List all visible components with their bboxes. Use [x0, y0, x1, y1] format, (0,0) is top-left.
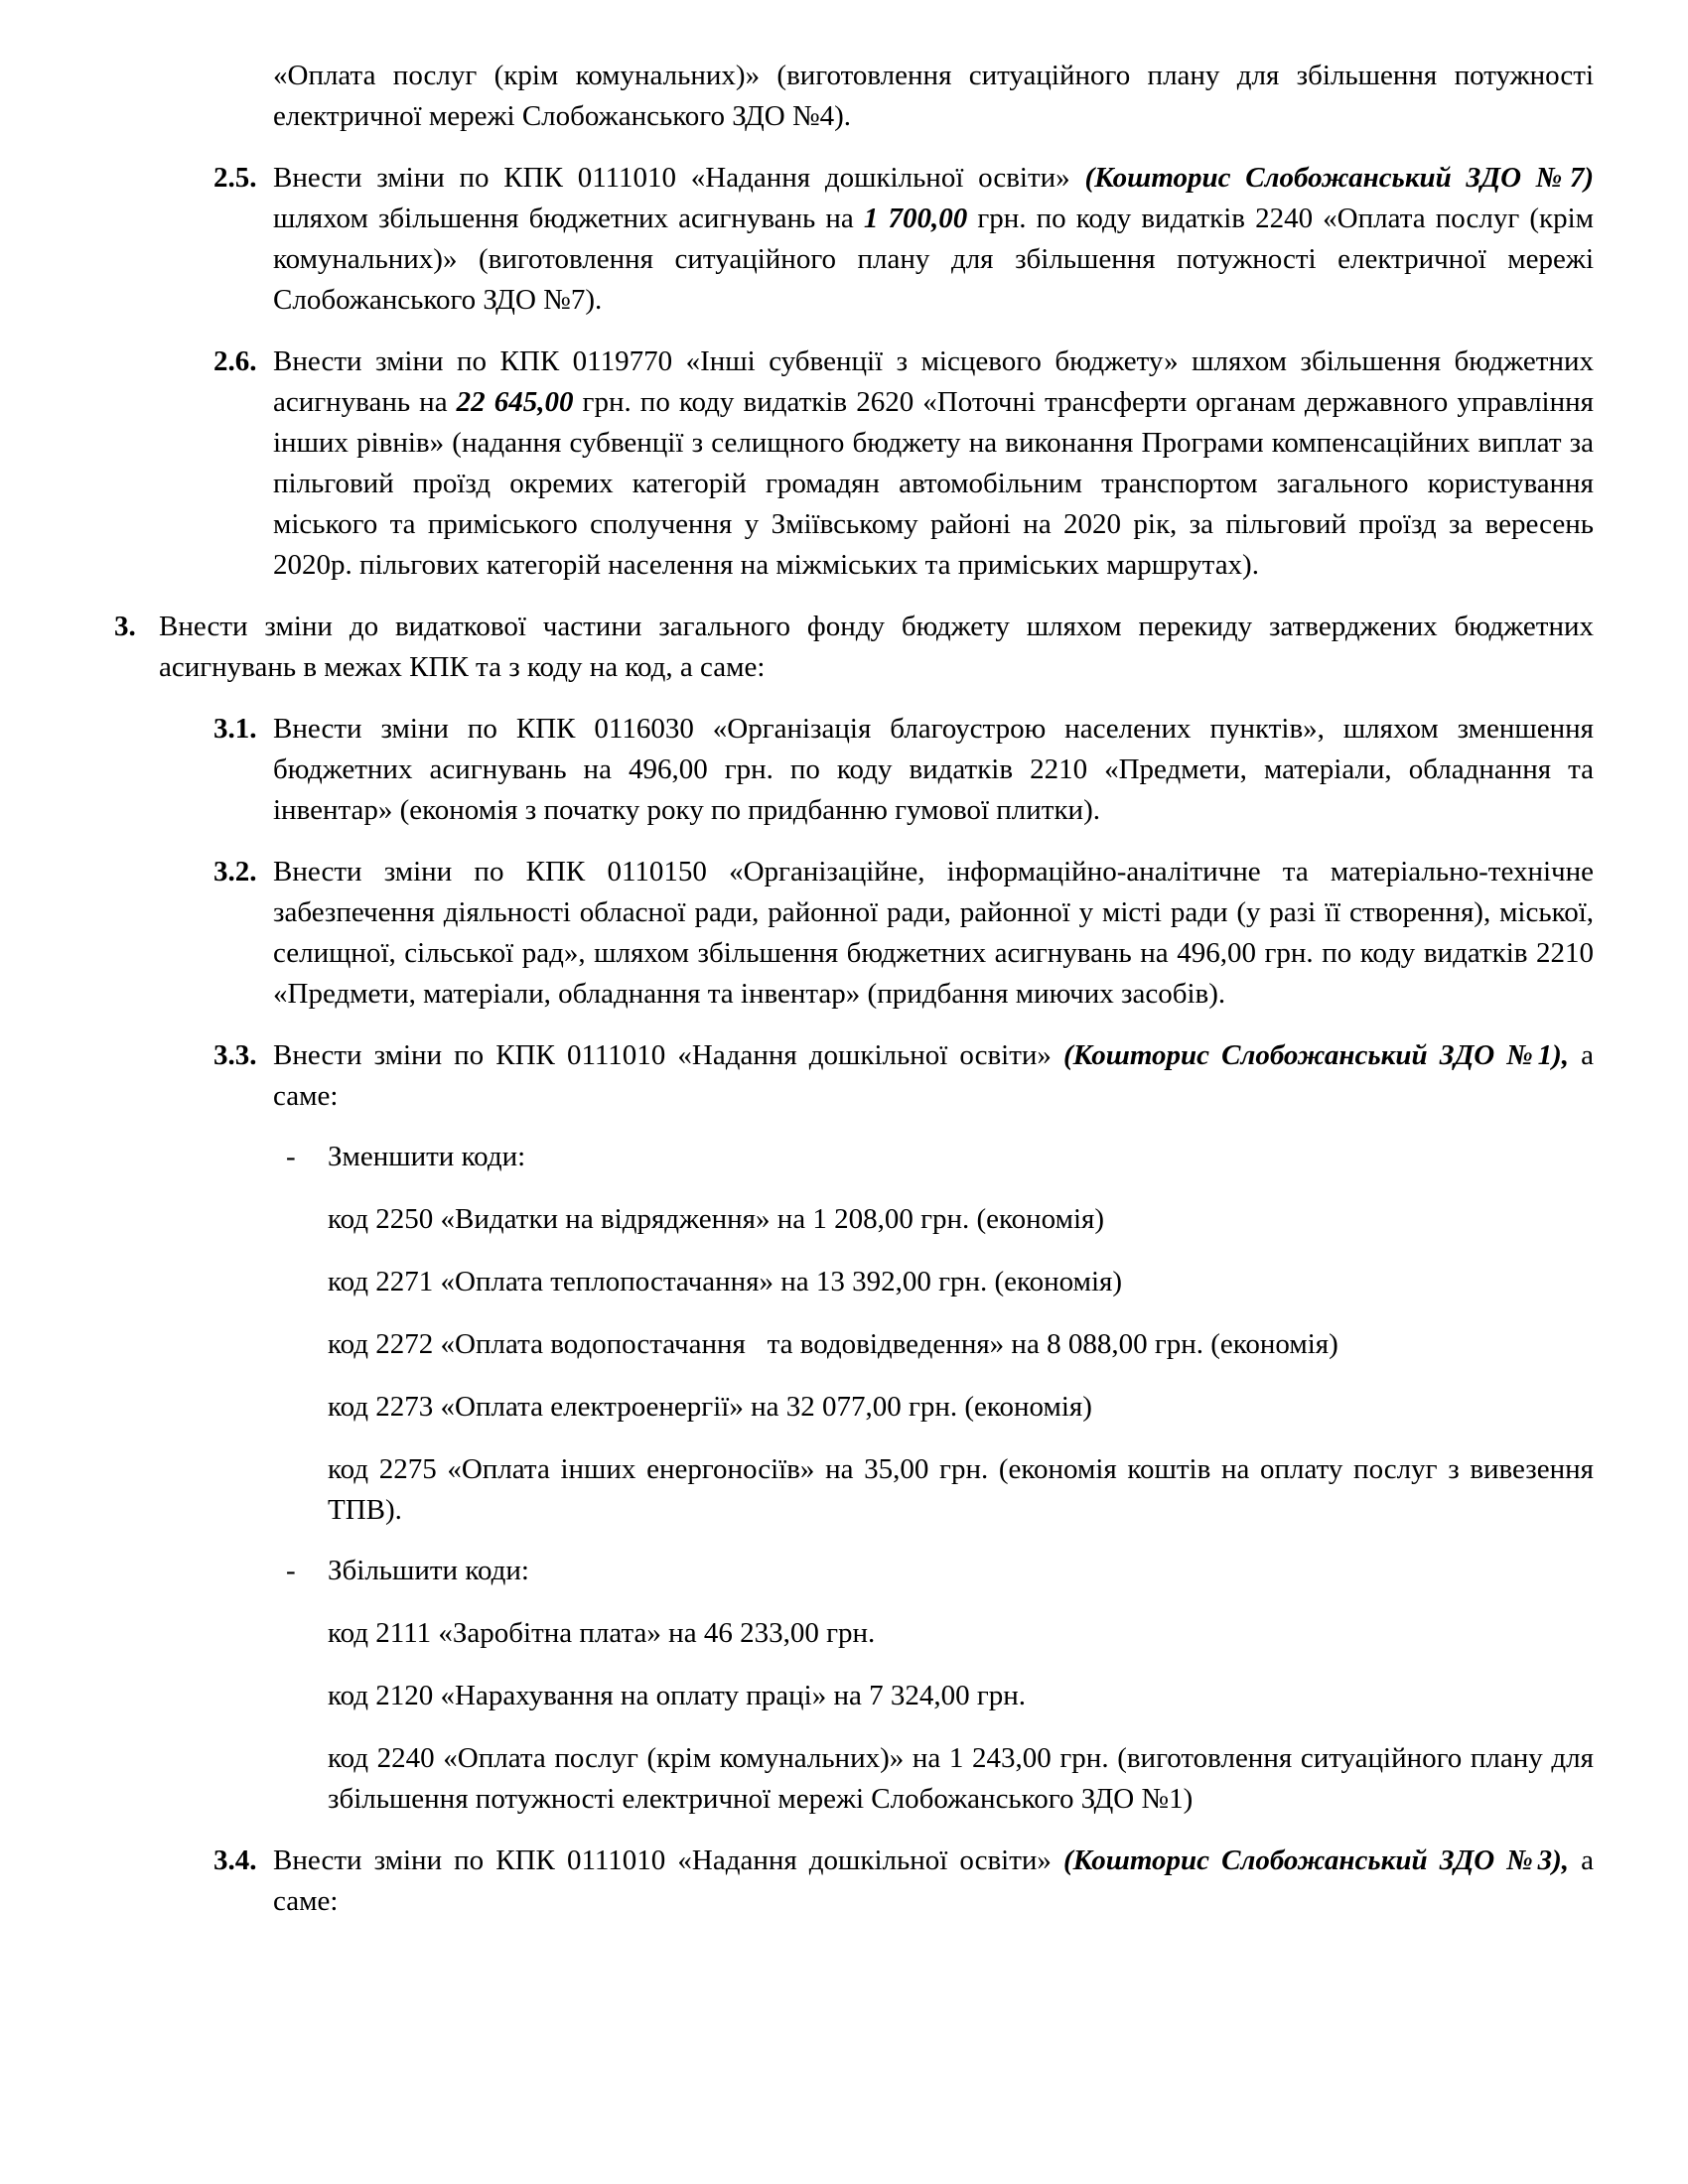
dash-bullet: -: [286, 1555, 296, 1586]
code-line: код 2271 «Оплата теплопостачання» на 13 392,00 грн. (економія): [328, 1266, 1123, 1297]
text-run: Внести зміни по КПК 0119770 «Інші субвенції з місцевого бюджету» шляхом збільшення бюджетних асигнувань на: [273, 345, 1594, 418]
item-text: [273, 341, 1594, 586]
item-number: 2.5.: [213, 162, 257, 194]
decrease-heading: [159, 1137, 1594, 1177]
item-number: 3.3.: [213, 1039, 257, 1071]
estimate-name: (Кошторис Слобожанський ЗДО №7): [1084, 162, 1594, 194]
continuation-text: «Оплата послуг (крім комунальних)» (виготовлення ситуаційного плану для збільшення потужності електричної мережі Слобожанського ЗДО №4).: [273, 60, 1594, 132]
item-number: 3.4.: [213, 1844, 257, 1876]
code-line: код 2275 «Оплата інших енергоносіїв» на 35,00 грн. (економія коштів на оплату послуг з вивезення ТПВ).: [328, 1453, 1594, 1526]
item-text: Внести зміни по КПК 0116030 «Організація благоустрою населених пунктів», шляхом зменшення бюджетних асигнувань на 496,00 грн. по коду видатків 2210 «Предмети, матеріали, обладнання та інвентар» (економія з початку року по придбанню гумової плитки).: [273, 713, 1594, 826]
item-number: 2.6.: [213, 345, 257, 377]
code-line: код 2240 «Оплата послуг (крім комунальних)» на 1 243,00 грн. (виготовлення ситуаційного плану для збільшення потужності електричної мережі Слобожанського ЗДО №1): [328, 1742, 1594, 1815]
estimate-name: (Кошторис Слобожанський ЗДО №1),: [1062, 1039, 1570, 1071]
text-run: шляхом збільшення бюджетних асигнувань на: [273, 203, 864, 234]
text-run: грн. по коду видатків 2620 «Поточні трансферти органам державного управління інших рівнів» (надання субвенції з селищного бюджету на виконання Програми компенсаційних виплат за пільговий проїзд окремих категорій громадян автомобільним транспортом загального користування міського та приміського сполучення у Зміївському районі на 2020 рік, за пільговий проїзд за вересень 2020р. пільгових категорій населення на міжміських та приміських маршрутах).: [273, 386, 1594, 581]
item-number: 3.2.: [213, 856, 257, 887]
increase-heading: [159, 1551, 1594, 1591]
item-number: 3.1.: [213, 713, 257, 745]
decrease-label: Зменшити коди:: [328, 1141, 526, 1172]
item-text: [273, 158, 1594, 321]
dash-bullet: -: [286, 1141, 296, 1172]
amount: 1 700,00: [863, 203, 968, 234]
text-run: Внести зміни по КПК 0111010 «Надання дошкільної освіти»: [273, 1844, 1063, 1876]
item-2-6: [159, 341, 1594, 586]
code-line: код 2272 «Оплата водопостачання та водовідведення» на 8 088,00 грн. (економія): [328, 1328, 1338, 1360]
text-run: Внести зміни по КПК 0111010 «Надання дошкільної освіти»: [273, 1039, 1063, 1071]
item-3-2: [159, 852, 1594, 1015]
estimate-name: (Кошторис Слобожанський ЗДО №3),: [1062, 1844, 1570, 1876]
item-3-4: [159, 1841, 1594, 1922]
item-3-3: [159, 1035, 1594, 1117]
item-3-1: [159, 709, 1594, 831]
item-number: 3.: [114, 611, 136, 642]
text-run: Внести зміни по КПК 0111010 «Надання дошкільної освіти»: [273, 162, 1085, 194]
item-3: [114, 607, 1594, 688]
code-line: код 2120 «Нарахування на оплату праці» на 7 324,00 грн.: [328, 1680, 1026, 1711]
item-text: [273, 1035, 1594, 1117]
text-run: а саме:: [273, 1844, 1594, 1917]
text-run: а саме:: [273, 1039, 1594, 1112]
item-text: Внести зміни по КПК 0110150 «Організаційне, інформаційно-аналітичне та матеріально-технічне забезпечення діяльності обласної ради, районної ради, районної у місті ради (у разі її створення), міської, селищної, сільської рад», шляхом збільшення бюджетних асигнувань на 496,00 грн. по коду видатків 2210 «Предмети, матеріали, обладнання та інвентар» (придбання миючих засобів).: [273, 856, 1594, 1010]
code-line: код 2111 «Заробітна плата» на 46 233,00 грн.: [328, 1617, 876, 1649]
item-text: [273, 1841, 1594, 1922]
text-run: грн. по коду видатків 2240 «Оплата послуг (крім комунальних)» (виготовлення ситуаційного плану для збільшення потужності електричної мережі Слобожанського ЗДО №7).: [273, 203, 1594, 316]
amount: 22 645,00: [456, 386, 574, 418]
code-line: код 2250 «Видатки на відрядження» на 1 208,00 грн. (економія): [328, 1203, 1105, 1235]
increase-label: Збільшити коди:: [328, 1555, 529, 1586]
item-text: Внести зміни до видаткової частини загального фонду бюджету шляхом перекиду затверджених бюджетних асигнувань в межах КПК та з коду на код, а саме:: [159, 611, 1594, 683]
code-line: код 2273 «Оплата електроенергії» на 32 077,00 грн. (економія): [328, 1391, 1092, 1423]
item-2-5: [159, 158, 1594, 321]
